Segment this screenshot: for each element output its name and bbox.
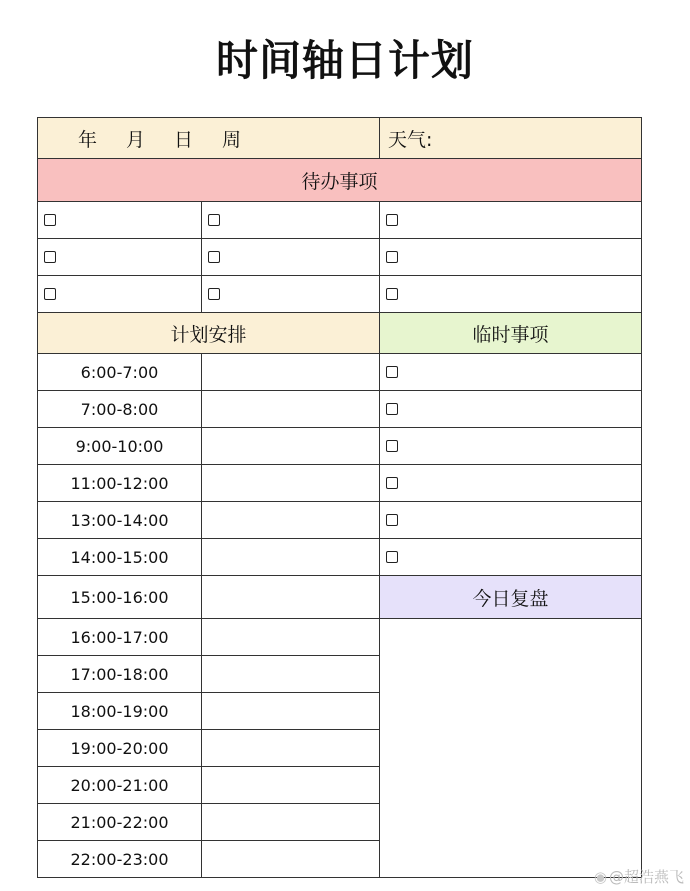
time-slot: 11:00-12:00	[38, 465, 202, 502]
plan-entry[interactable]	[202, 619, 380, 656]
checkbox[interactable]	[386, 403, 398, 415]
week-label: 周	[222, 128, 242, 151]
plan-entry[interactable]	[202, 539, 380, 576]
plan-entry[interactable]	[202, 428, 380, 465]
time-slot: 14:00-15:00	[38, 539, 202, 576]
todo-item[interactable]	[202, 202, 380, 239]
temp-item[interactable]	[380, 391, 642, 428]
checkbox[interactable]	[386, 477, 398, 489]
time-slot: 7:00-8:00	[38, 391, 202, 428]
todo-item[interactable]	[202, 276, 380, 313]
temp-item[interactable]	[380, 354, 642, 391]
weather-cell[interactable]: 天气:	[380, 118, 642, 159]
temp-item[interactable]	[380, 428, 642, 465]
time-slot: 6:00-7:00	[38, 354, 202, 391]
todo-item[interactable]	[380, 239, 642, 276]
time-slot: 13:00-14:00	[38, 502, 202, 539]
temp-item[interactable]	[380, 465, 642, 502]
checkbox[interactable]	[208, 251, 220, 263]
todo-item[interactable]	[38, 202, 202, 239]
time-slot: 16:00-17:00	[38, 619, 202, 656]
time-slot: 17:00-18:00	[38, 656, 202, 693]
plan-entry[interactable]	[202, 391, 380, 428]
plan-entry[interactable]	[202, 576, 380, 619]
checkbox[interactable]	[386, 288, 398, 300]
page-title: 时间轴日计划	[215, 36, 474, 85]
month-label: 月	[126, 128, 146, 151]
checkbox[interactable]	[44, 288, 56, 300]
plan-section-header: 计划安排	[38, 313, 380, 354]
time-slot: 9:00-10:00	[38, 428, 202, 465]
day-label: 日	[174, 128, 194, 151]
checkbox[interactable]	[208, 288, 220, 300]
time-slot: 21:00-22:00	[38, 804, 202, 841]
checkbox[interactable]	[386, 440, 398, 452]
plan-entry[interactable]	[202, 465, 380, 502]
todo-item[interactable]	[202, 239, 380, 276]
watermark-text: @超浩燕飞	[608, 868, 684, 886]
checkbox[interactable]	[386, 551, 398, 563]
temp-item[interactable]	[380, 502, 642, 539]
checkbox[interactable]	[386, 214, 398, 226]
watermark	[594, 866, 684, 887]
review-area[interactable]	[380, 619, 642, 878]
daily-plan-table	[37, 117, 642, 878]
temp-item[interactable]	[380, 539, 642, 576]
plan-entry[interactable]	[202, 767, 380, 804]
todo-item[interactable]	[38, 276, 202, 313]
weibo-icon: ◉	[593, 867, 607, 886]
plan-entry[interactable]	[202, 730, 380, 767]
time-slot: 19:00-20:00	[38, 730, 202, 767]
time-slot: 15:00-16:00	[38, 576, 202, 619]
todo-item[interactable]	[380, 276, 642, 313]
plan-entry[interactable]	[202, 354, 380, 391]
todo-section-header: 待办事项	[38, 159, 642, 202]
checkbox[interactable]	[44, 214, 56, 226]
date-cell	[38, 118, 380, 159]
plan-entry[interactable]	[202, 804, 380, 841]
checkbox[interactable]	[386, 251, 398, 263]
time-slot: 18:00-19:00	[38, 693, 202, 730]
checkbox[interactable]	[44, 251, 56, 263]
time-slot: 22:00-23:00	[38, 841, 202, 878]
temp-section-header: 临时事项	[380, 313, 642, 354]
checkbox[interactable]	[386, 366, 398, 378]
todo-item[interactable]	[38, 239, 202, 276]
checkbox[interactable]	[208, 214, 220, 226]
review-section-header: 今日复盘	[380, 576, 642, 619]
checkbox[interactable]	[386, 514, 398, 526]
plan-entry[interactable]	[202, 502, 380, 539]
todo-item[interactable]	[380, 202, 642, 239]
plan-entry[interactable]	[202, 656, 380, 693]
time-slot: 20:00-21:00	[38, 767, 202, 804]
plan-entry[interactable]	[202, 841, 380, 878]
year-label: 年	[78, 128, 98, 151]
plan-entry[interactable]	[202, 693, 380, 730]
